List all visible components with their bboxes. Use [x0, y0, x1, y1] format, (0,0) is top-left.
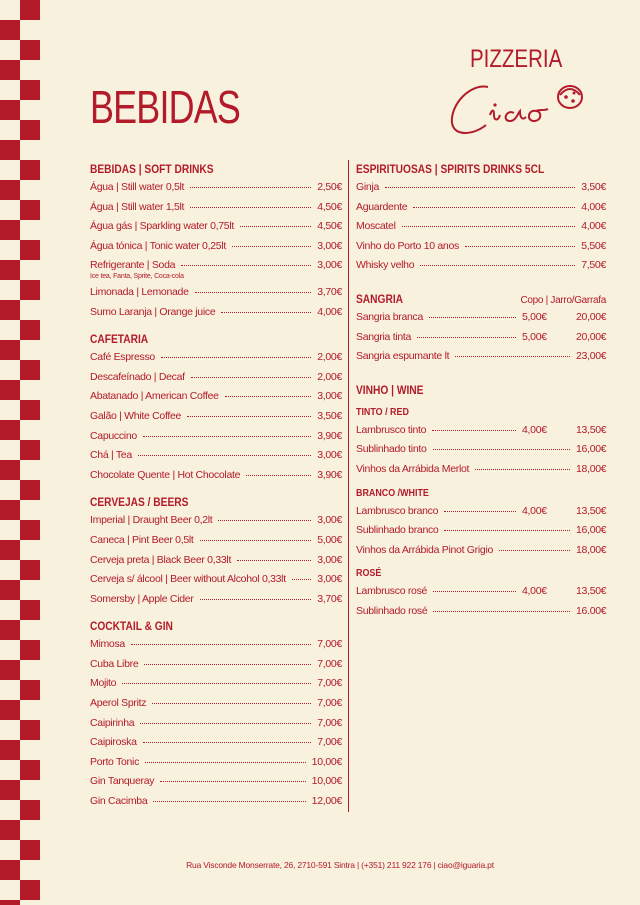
dot-leader: [402, 217, 576, 227]
item-name: Aguardente: [356, 200, 408, 213]
item-name: Aperol Spritz: [90, 697, 147, 710]
list-item: [356, 602, 606, 622]
item-name: Vinho do Porto 10 anos: [356, 239, 459, 252]
list-item: [90, 551, 342, 571]
list-item: [90, 178, 342, 198]
list-item: [90, 531, 342, 551]
item-price: 2,00€: [317, 351, 342, 364]
item-name: Vinhos da Arrábida Merlot: [356, 462, 470, 475]
bottle-price: 13,50€: [576, 423, 607, 436]
dot-leader: [420, 256, 575, 266]
item-price: 3,70€: [317, 592, 342, 605]
list-item: [356, 502, 606, 522]
item-name: Sublinhado tinto: [356, 443, 427, 456]
item-price: 10,00€: [311, 755, 342, 768]
dot-leader: [161, 348, 311, 358]
sangria-columns-label: Copo | Jarro/Garrafa: [520, 294, 606, 306]
item-name: Água tónica | Tonic water 0,25lt: [90, 239, 226, 252]
item-price: 3,50€: [581, 181, 606, 193]
section-title: CERVEJAS / BEERS: [90, 495, 189, 510]
checkerboard-border: [0, 0, 40, 905]
section-title: ESPIRITUOSAS | SPIRITS DRINKS 5CL: [356, 162, 545, 176]
item-name: Galão | White Coffee: [90, 409, 182, 422]
section-title: SANGRIA: [356, 291, 404, 306]
dot-leader: [145, 753, 306, 763]
dot-leader: [144, 655, 311, 665]
list-item: [90, 368, 342, 388]
item-price: 4,50€: [317, 220, 342, 233]
glass-price: 4,00€: [522, 504, 547, 517]
list-item: [90, 466, 342, 486]
item-price: 2,00€: [317, 370, 342, 383]
item-name: Chá | Tea: [90, 449, 132, 462]
list-item: [356, 256, 606, 276]
item-name: Sumo Laranja | Orange juice: [90, 305, 216, 318]
column-divider: [348, 160, 349, 812]
dot-leader: [475, 460, 570, 470]
bottle-price: 18,00€: [576, 462, 607, 475]
glass-price: 5,00€: [522, 330, 547, 343]
list-item: [90, 387, 342, 407]
list-item: [90, 792, 342, 812]
dot-leader: [444, 502, 516, 512]
bottle-price: 16,00€: [576, 524, 607, 537]
item-price: 7,00€: [317, 697, 342, 710]
spirits-section: [356, 160, 606, 276]
item-price: 3,90€: [317, 468, 342, 481]
dot-leader: [433, 602, 570, 612]
list-item: [90, 733, 342, 753]
dot-leader: [413, 198, 575, 208]
dot-leader: [232, 237, 311, 247]
bottle-price: 13,50€: [576, 504, 607, 517]
list-item: [90, 694, 342, 714]
item-name: Sublinhado branco: [356, 524, 439, 537]
sangria-section: [356, 290, 606, 367]
menu-section: [90, 160, 342, 322]
item-price: 7,00€: [317, 736, 342, 749]
dot-leader: [444, 521, 570, 531]
bottle-price: 23,00€: [576, 350, 607, 363]
subsection-title: TINTO / RED: [356, 405, 409, 418]
item-price: 3,00€: [317, 390, 342, 403]
item-price: 4,50€: [317, 200, 342, 213]
pizzeria-logo: [440, 45, 590, 145]
item-name: Cerveja s/ álcool | Beer without Alcohol 0,33lt: [90, 573, 286, 586]
list-item: [356, 347, 606, 367]
item-name: Caipirinha: [90, 716, 135, 729]
list-item: [356, 217, 606, 237]
dot-leader: [131, 635, 311, 645]
item-name: Gin Cacimba: [90, 795, 148, 808]
item-name: Moscatel: [356, 220, 396, 233]
item-price: 3,90€: [317, 429, 342, 442]
item-name: Sangria branca: [356, 310, 424, 323]
list-item: [90, 590, 342, 610]
dot-leader: [432, 421, 516, 431]
wine-section: [356, 381, 606, 622]
bottle-price: 13,50€: [576, 585, 607, 598]
subsection-title: ROSÉ: [356, 567, 382, 580]
item-name: Porto Tonic: [90, 755, 140, 768]
menu-section: [90, 617, 342, 811]
dot-leader: [225, 387, 312, 397]
dot-leader: [191, 368, 311, 378]
item-note: Ice tea, Fanta, Sprite, Coca-cola: [90, 272, 184, 280]
list-item: [356, 421, 606, 441]
glass-price: 5,00€: [522, 310, 547, 323]
item-name: Lambrusco branco: [356, 504, 439, 517]
menu-section: [90, 493, 342, 609]
item-price: 3,70€: [317, 285, 342, 298]
item-price: 3,00€: [317, 553, 342, 566]
item-name: Limonada | Lemonade: [90, 285, 189, 298]
section-title: BEBIDAS | SOFT DRINKS: [90, 162, 214, 176]
dot-leader: [292, 570, 311, 580]
list-item: [90, 570, 342, 590]
list-item: [90, 511, 342, 531]
list-item: [90, 655, 342, 675]
list-item: [90, 753, 342, 773]
item-name: Sangria tinta: [356, 330, 412, 343]
list-item: [90, 407, 342, 427]
dot-leader: [237, 551, 311, 561]
section-title: CAFETARIA: [90, 332, 149, 347]
item-name: Gin Tanqueray: [90, 775, 155, 788]
list-item: [356, 460, 606, 480]
dot-leader: [181, 256, 311, 266]
item-name: Cerveja preta | Black Beer 0,33lt: [90, 553, 232, 566]
list-item: [90, 446, 342, 466]
list-item: [90, 674, 342, 694]
list-item: [90, 772, 342, 792]
item-price: 4,00€: [317, 305, 342, 318]
section-title: VINHO | WINE: [356, 382, 424, 397]
list-item: [90, 198, 342, 218]
dot-leader: [138, 446, 311, 456]
item-name: Somersby | Apple Cider: [90, 592, 194, 605]
dot-leader: [143, 427, 311, 437]
dot-leader: [221, 303, 311, 313]
dot-leader: [140, 714, 311, 724]
section-title: COCKTAIL & GIN: [90, 619, 173, 634]
item-name: Caneca | Pint Beer 0,5lt: [90, 533, 194, 546]
dot-leader: [122, 674, 311, 684]
list-item: [356, 308, 606, 328]
list-item: [356, 328, 606, 348]
list-item: [356, 198, 606, 218]
dot-leader: [429, 308, 516, 318]
dot-leader: [190, 198, 311, 208]
item-price: 3,50€: [317, 409, 342, 422]
item-name: Refrigerante | Soda: [90, 259, 176, 272]
ciao-script-logo-icon: [440, 75, 590, 145]
item-price: 7,00€: [317, 677, 342, 690]
item-price: 5,50€: [581, 239, 606, 252]
item-price: 12,00€: [311, 795, 342, 808]
dot-leader: [195, 283, 312, 293]
list-item: [356, 237, 606, 257]
dot-leader: [433, 582, 516, 592]
page-title: BEBIDAS: [90, 81, 241, 133]
item-name: Água | Still water 1,5lt: [90, 200, 185, 213]
dot-leader: [455, 347, 570, 357]
list-item: [356, 541, 606, 561]
bottle-price: 16.00€: [576, 604, 607, 617]
item-name: Sangria espumante lt: [356, 350, 450, 363]
list-item: [90, 635, 342, 655]
menu-section: [90, 330, 342, 485]
item-price: 3,00€: [317, 573, 342, 586]
item-price: 3,00€: [317, 259, 342, 272]
list-item: [356, 178, 606, 198]
item-name: Descafeínado | Decaf: [90, 370, 185, 383]
dot-leader: [143, 733, 312, 743]
dot-leader: [385, 178, 575, 188]
subsection-title: BRANCO /WHITE: [356, 486, 429, 499]
list-item: [356, 582, 606, 602]
list-item: [90, 283, 342, 303]
list-item: [356, 440, 606, 460]
item-price: 4,00€: [581, 200, 606, 213]
bottle-price: 16,00€: [576, 443, 607, 456]
left-column: [90, 160, 342, 820]
item-name: Capuccino: [90, 429, 137, 442]
item-name: Abatanado | American Coffee: [90, 390, 219, 403]
item-name: Ginja: [356, 181, 380, 193]
item-price: 7,50€: [581, 259, 606, 272]
dot-leader: [153, 792, 305, 802]
dot-leader: [152, 694, 311, 704]
dot-leader: [499, 541, 570, 551]
list-item: [356, 521, 606, 541]
dot-leader: [190, 178, 311, 188]
item-name: Sublinhado rosé: [356, 604, 428, 617]
dot-leader: [246, 466, 311, 476]
logo-text: PIZZERIA: [470, 45, 563, 73]
item-name: Água gás | Sparkling water 0,75lt: [90, 220, 235, 233]
item-price: 5,00€: [317, 533, 342, 546]
right-column: [356, 160, 606, 630]
list-item: [90, 348, 342, 368]
list-item: [90, 237, 342, 257]
item-name: Imperial | Draught Beer 0,2lt: [90, 514, 213, 527]
sangria-header: [356, 290, 606, 308]
item-name: Lambrusco tinto: [356, 423, 427, 436]
item-name: Mimosa: [90, 638, 125, 651]
dot-leader: [160, 772, 305, 782]
dot-leader: [200, 531, 312, 541]
glass-price: 4,00€: [522, 585, 547, 598]
item-price: 4,00€: [581, 220, 606, 233]
item-price: 2,50€: [317, 181, 342, 193]
dot-leader: [433, 440, 570, 450]
dot-leader: [417, 328, 516, 338]
bottle-price: 20,00€: [576, 310, 607, 323]
item-price: 3,00€: [317, 449, 342, 462]
item-price: 3,00€: [317, 514, 342, 527]
item-name: Caipiroska: [90, 736, 137, 749]
item-name: Whisky velho: [356, 259, 415, 272]
item-name: Vinhos da Arrábida Pinot Grigio: [356, 543, 494, 556]
item-name: Chocolate Quente | Hot Chocolate: [90, 468, 241, 481]
list-item: [90, 303, 342, 323]
item-price: 3,00€: [317, 239, 342, 252]
dot-leader: [465, 237, 575, 247]
list-item: [90, 714, 342, 734]
item-name: Água | Still water 0,5lt: [90, 181, 185, 193]
item-name: Mojito: [90, 677, 117, 690]
dot-leader: [200, 590, 312, 600]
item-price: 10,00€: [311, 775, 342, 788]
list-item: [90, 217, 342, 237]
item-name: Cuba Libre: [90, 657, 139, 670]
dot-leader: [218, 511, 311, 521]
dot-leader: [240, 217, 311, 227]
dot-leader: [187, 407, 311, 417]
item-price: 7,00€: [317, 638, 342, 651]
footer-contact: Rua Visconde Monserrate, 26, 2710-591 Sintra | (+351) 211 922 176 | ciao@iguaria.pt: [186, 860, 494, 870]
item-price: 7,00€: [317, 716, 342, 729]
item-name: Café Espresso: [90, 351, 155, 364]
bottle-price: 20,00€: [576, 330, 607, 343]
item-name: Lambrusco rosé: [356, 585, 428, 598]
list-item: [90, 427, 342, 447]
item-price: 7,00€: [317, 657, 342, 670]
glass-price: 4,00€: [522, 423, 547, 436]
bottle-price: 18,00€: [576, 543, 607, 556]
